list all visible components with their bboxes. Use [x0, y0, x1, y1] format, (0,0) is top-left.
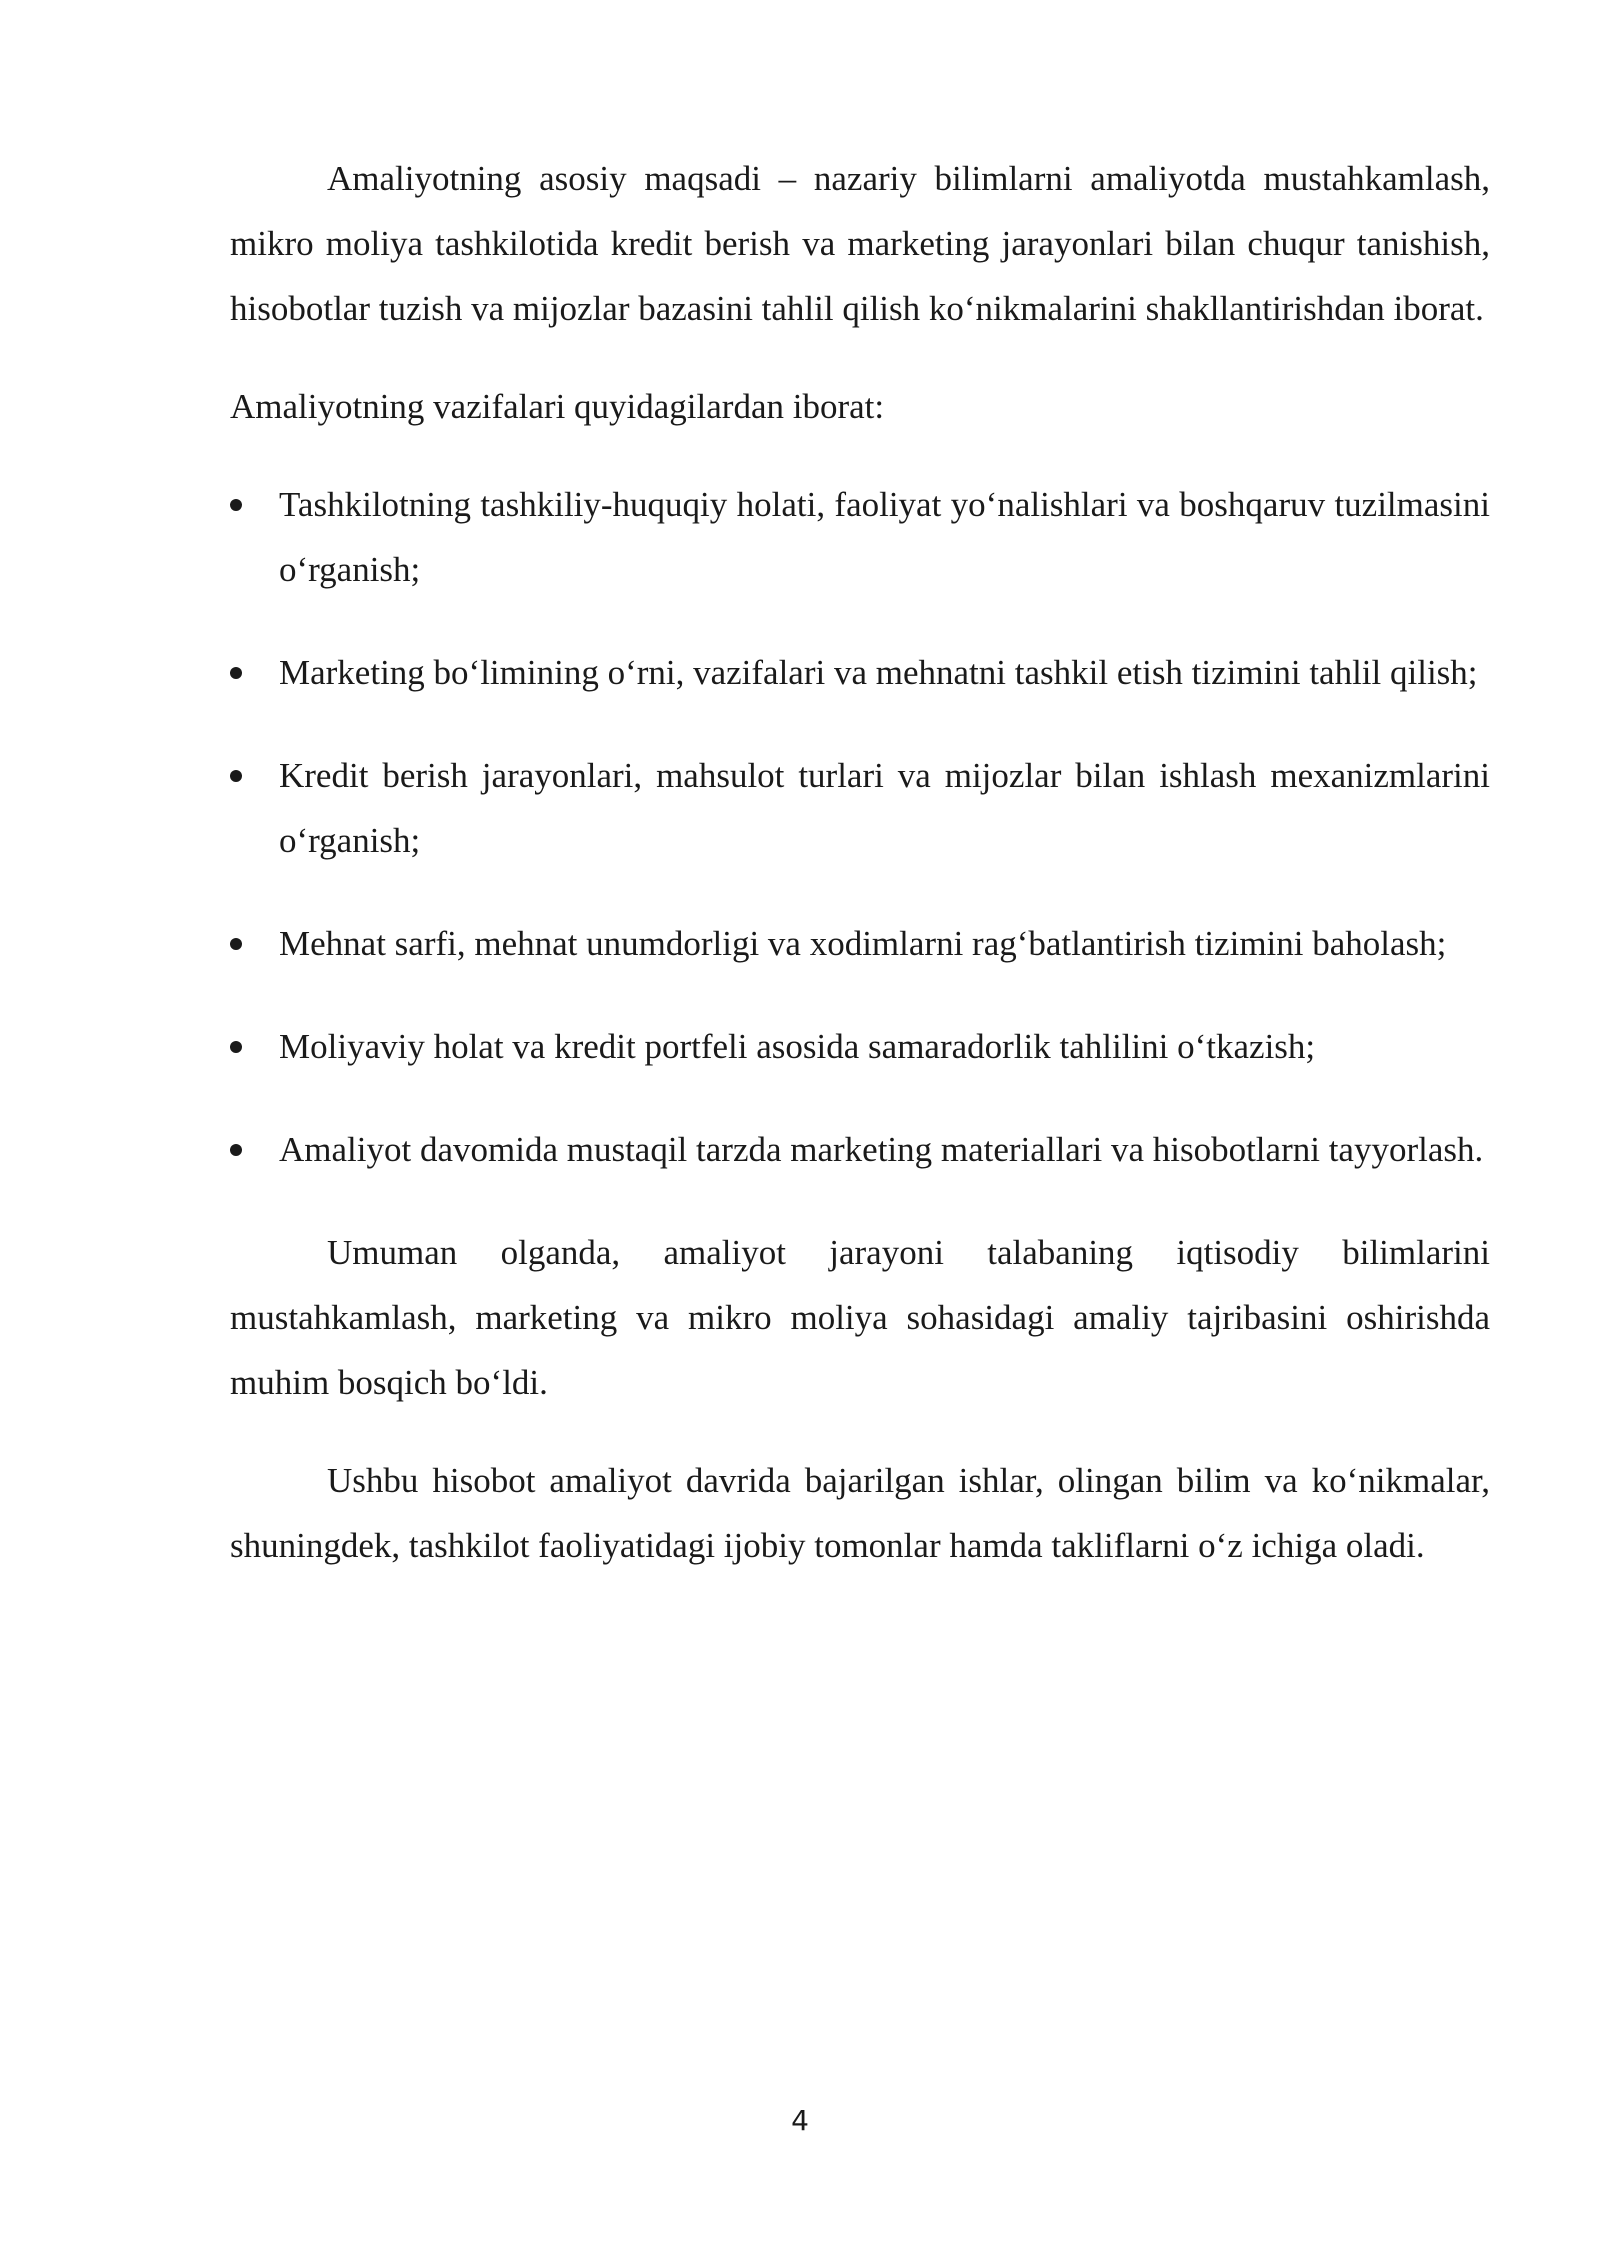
list-item: [230, 1117, 1490, 1182]
list-item: [230, 1014, 1490, 1079]
list-item-text: Kredit berish jarayonlari, mahsulot turlari va mijozlar bilan ishlash mexanizmlarini o‘rganish;: [279, 756, 1490, 860]
bullet-icon: [230, 499, 242, 511]
list-item: [230, 640, 1490, 705]
tasks-heading: Amaliyotning vazifalari quyidagilardan iborat:: [230, 387, 885, 426]
list-item-text: Moliyaviy holat va kredit portfeli asosida samaradorlik tahlilini o‘tkazish;: [279, 1027, 1316, 1066]
bullet-icon: [230, 938, 242, 950]
closing-paragraph: Ushbu hisobot amaliyot davrida bajarilgan ishlar, olingan bilim va ko‘nikmalar, shuningdek, tashkilot faoliyatidagi ijobiy tomonlar hamda takliflarni o‘z ichiga oladi.: [230, 1461, 1490, 1565]
summary-paragraph: Umuman olganda, amaliyot jarayoni talabaning iqtisodiy bilimlarini mustahkamlash, marketing va mikro moliya sohasidagi amaliy tajribasini oshirishda muhim bosqich bo‘ldi.: [230, 1233, 1490, 1402]
bullet-icon: [230, 770, 242, 782]
bullet-icon: [230, 1144, 242, 1156]
intro-paragraph: Amaliyotning asosiy maqsadi – nazariy bilimlarni amaliyotda mustahkamlash, mikro moliya tashkilotida kredit berish va marketing jarayonlari bilan chuqur tanishish, hisobotlar tuzish va mijozlar bazasini tahlil qilish ko‘nikmalarini shakllantirishdan iborat.: [230, 159, 1490, 328]
list-item: [230, 743, 1490, 873]
list-item: [230, 472, 1490, 602]
page-number: 4: [791, 2104, 809, 2137]
list-item-text: Tashkilotning tashkiliy-huquqiy holati, faoliyat yo‘nalishlari va boshqaruv tuzilmasini o‘rganish;: [279, 485, 1490, 589]
tasks-list: [230, 472, 1490, 1182]
list-item-text: Amaliyot davomida mustaqil tarzda marketing materiallari va hisobotlarni tayyorlash.: [279, 1130, 1484, 1169]
list-item: [230, 911, 1490, 976]
list-item-text: Mehnat sarfi, mehnat unumdorligi va xodimlarni rag‘batlantirish tizimini baholash;: [279, 924, 1447, 963]
page-body: [230, 146, 1490, 1611]
bullet-icon: [230, 667, 242, 679]
bullet-icon: [230, 1041, 242, 1053]
list-item-text: Marketing bo‘limining o‘rni, vazifalari va mehnatni tashkil etish tizimini tahlil qilish;: [279, 653, 1478, 692]
